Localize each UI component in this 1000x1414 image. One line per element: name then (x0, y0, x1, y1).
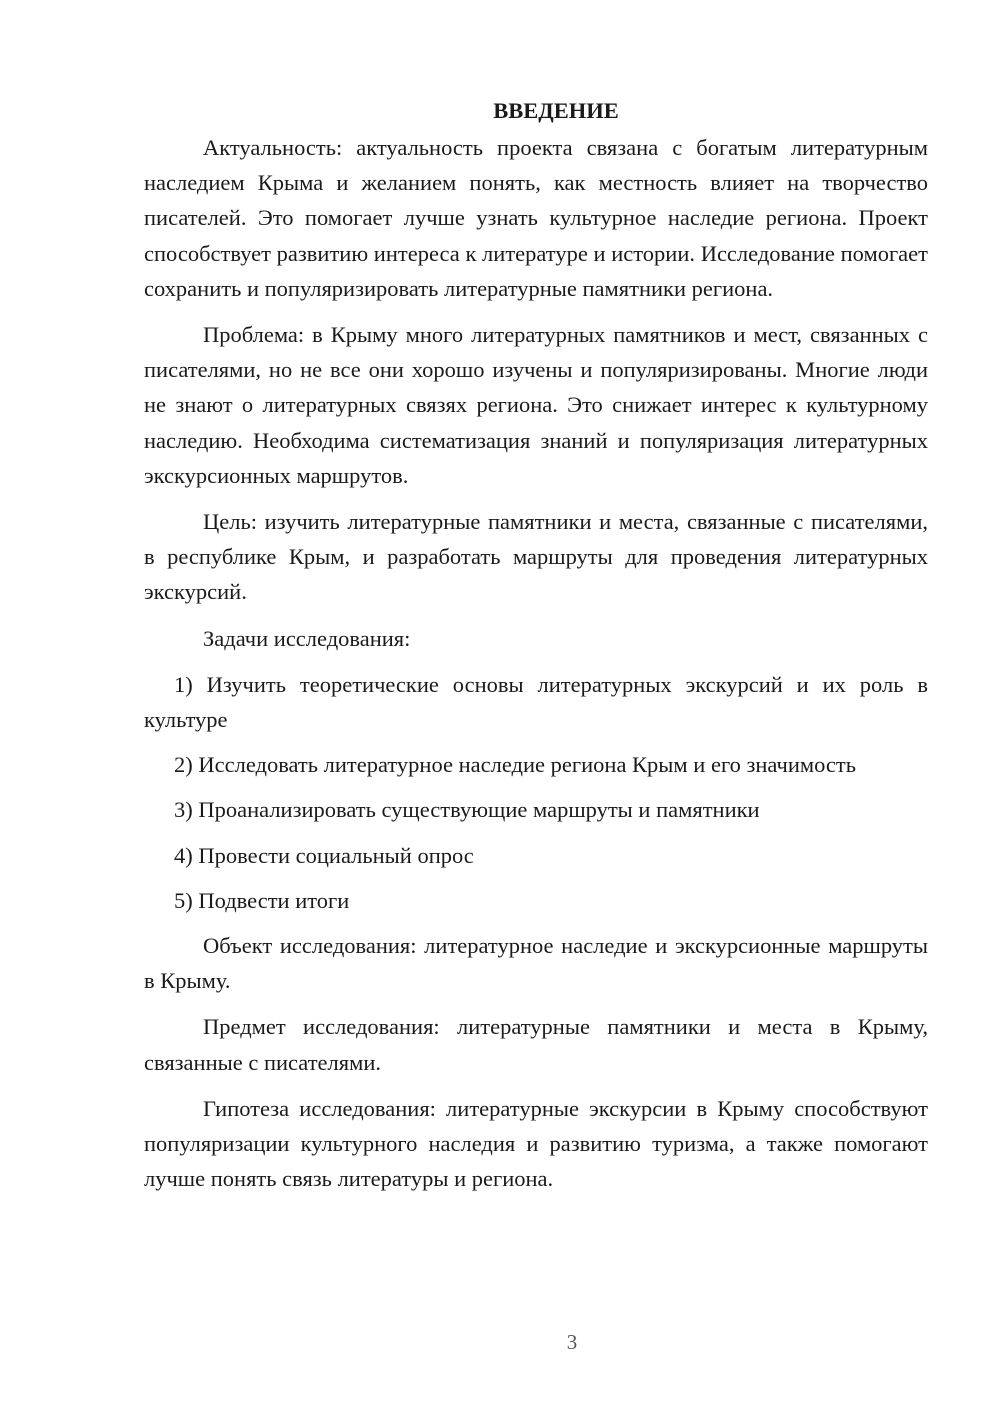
paragraph-hypothesis: Гипотеза исследования: литературные экскурсии в Крыму способствуют популяризации культурного наследия и развитию туризма, а также помогают лучше понять связь литературы и региона. (144, 1095, 928, 1192)
tasks-title: Задачи исследования: (203, 625, 411, 651)
paragraph-object: Объект исследования: литературное наследие и экскурсионные маршруты в Крыму. (144, 933, 928, 994)
paragraph-problem: Проблема: в Крыму много литературных памятников и мест, связанных с писателями, но не все они хорошо изучены и популяризированы. Многие люди не знают о литературных связях региона. Это снижает интерес к культурному наследию. Необходима систематизация знаний и популяризация литературных экскурсионных маршрутов. (144, 322, 928, 488)
paragraph-goal: Цель: изучить литературные памятники и места, связанные с писателями, в республике Крым, и разработать маршруты для проведения литературных экскурсий. (144, 509, 928, 605)
page-content (144, 92, 928, 1207)
task-item-2: 2) Исследовать литературное наследие региона Крым и его значимость (174, 752, 856, 778)
section-heading: ВВЕДЕНИЕ (493, 98, 619, 123)
page-number: 3 (566, 1330, 578, 1354)
task-item-3: 3) Проанализировать существующие маршруты и памятники (174, 797, 760, 823)
paragraph-subject: Предмет исследования: литературные памятники и места в Крыму, связанные с писателями. (144, 1014, 928, 1075)
task-item-4: 4) Провести социальный опрос (174, 842, 474, 868)
task-item-1: 1) Изучить теоретические основы литературных экскурсий и их роль в культуре (144, 671, 928, 733)
paragraph-relevance: Актуальность: актуальность проекта связана с богатым литературным наследием Крыма и желанием понять, как местность влияет на творчество писателей. Это помогает лучше узнать культурное наследие региона. Проект способствует развитию интереса к литературе и истории. Исследование помогает сохранить и популяризировать литературные памятники региона. (144, 135, 928, 301)
task-item-5: 5) Подвести итоги (174, 887, 350, 913)
